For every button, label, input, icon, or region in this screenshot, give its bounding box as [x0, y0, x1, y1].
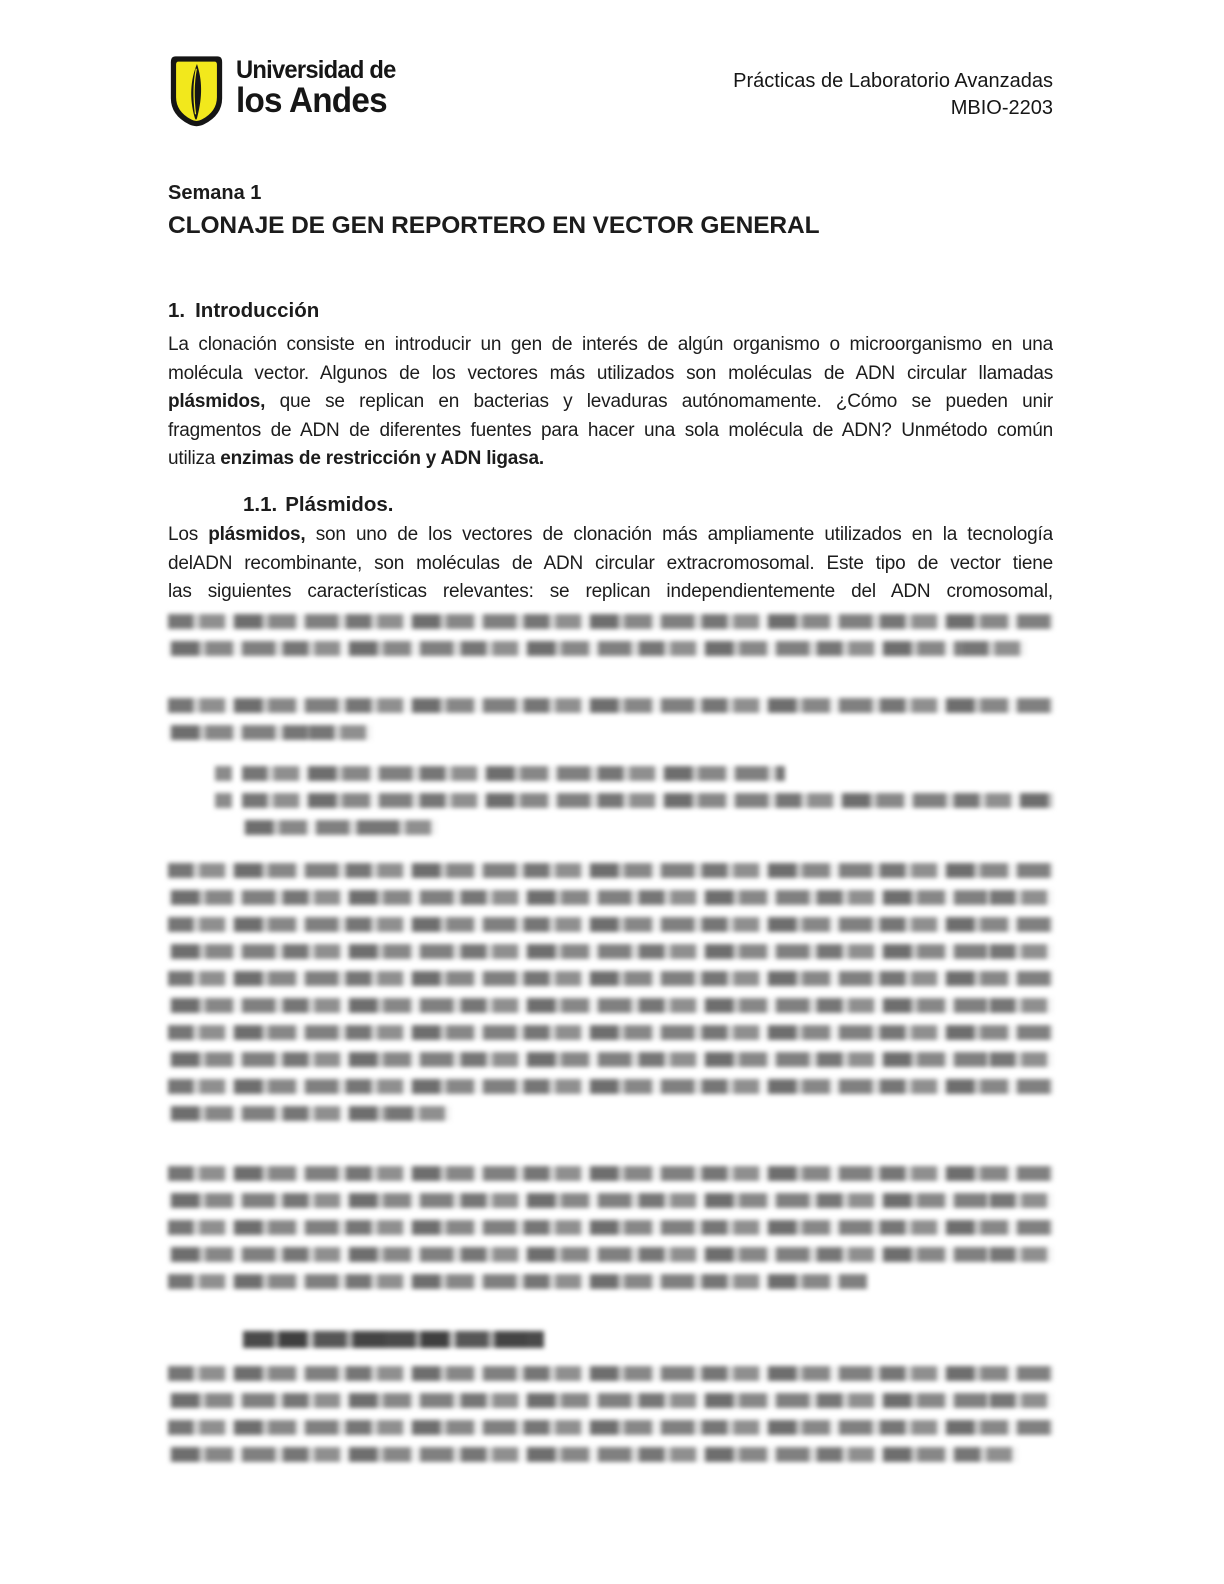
blurred-text-line [168, 863, 1053, 878]
university-logo [168, 55, 404, 129]
text-line: las siguientes características relevantes: se replican independientemente del ADN cromosomal, [168, 581, 1053, 603]
page-header [168, 55, 1053, 150]
section-label: Introducción [195, 299, 320, 322]
text-line: delADN recombinante, son moléculas de ADN circular extracromosomal. Este tipo de vector tiene [168, 552, 1053, 574]
text-line: plásmidos, que se replican en bacterias y levaduras autónomamente. ¿Cómo se pueden unir [168, 391, 1053, 413]
text-line: molécula vector. Algunos de los vectores más utilizados son moléculas de ADN circular llamadas [168, 362, 1053, 384]
blurred-para [168, 1166, 1053, 1301]
blurred-text-line [168, 1274, 867, 1289]
section-heading-plasmidos [243, 491, 1053, 519]
logo-wordmark [236, 56, 404, 119]
blurred-text-line [243, 1331, 544, 1348]
blurred-para [168, 1366, 1053, 1474]
blurred-text-line [168, 1366, 1053, 1381]
blurred-text-line [168, 725, 372, 740]
blurred-text-line [242, 793, 1053, 808]
blurred-content [168, 614, 1053, 1474]
plasmidos-paragraph [168, 521, 1053, 607]
blurred-text-line [168, 1220, 1053, 1235]
blurred-text-line [168, 698, 1053, 713]
blurred-text-line [168, 1166, 1053, 1181]
blurred-list [168, 766, 1053, 847]
logo-line-1: Universidad de [236, 56, 396, 84]
blurred-para [168, 863, 1053, 1133]
blurred-text-line [168, 1420, 1053, 1435]
blurred-text-line [168, 1079, 1053, 1094]
text-line: La clonación consiste en introducir un gen de interés de algún organismo o microorganismo en una [168, 334, 1053, 355]
blurred-para [168, 614, 1053, 668]
blurred-text-line [168, 1247, 1053, 1262]
blurred-text-line [168, 1193, 1053, 1208]
blurred-text-line [168, 1052, 1053, 1067]
course-name: Prácticas de Laboratorio Avanzadas [733, 70, 1053, 92]
logo-line-2: los Andes [236, 81, 387, 120]
section-heading-introduccion [168, 297, 1053, 325]
intro-paragraph [168, 331, 1053, 474]
blurred-text-line [168, 1025, 1053, 1040]
course-code: MBIO-2203 [950, 97, 1053, 119]
blurred-heading [168, 1331, 1053, 1360]
uniandes-shield-icon [168, 55, 225, 129]
blurred-list-number [215, 766, 232, 781]
section-number: 1.1. [243, 492, 278, 516]
blurred-text-line [168, 1393, 1053, 1408]
text-line: fragmentos de ADN de diferentes fuentes para hacer una sola molécula de ADN? Unmétodo común [168, 419, 1053, 441]
text-line: Los plásmidos, son uno de los vectores de clonación más ampliamente utilizados en la tecnología [168, 523, 1053, 545]
blurred-text-line [168, 1106, 451, 1121]
blurred-text-line [168, 944, 1053, 959]
course-header [733, 55, 1053, 122]
section-label: Plásmidos. [285, 492, 394, 516]
blurred-text-line [168, 641, 1026, 656]
blurred-text-line [242, 820, 437, 835]
blurred-text-line [168, 998, 1053, 1013]
blurred-text-line [168, 890, 1053, 905]
blurred-list-number [215, 793, 232, 808]
document-title: CLONAJE DE GEN REPORTERO EN VECTOR GENERAL [168, 212, 820, 239]
blurred-text-line [168, 917, 1053, 932]
week-label: Semana 1 [168, 182, 262, 204]
blurred-text-line [168, 1447, 1018, 1462]
blurred-list-item [215, 766, 1053, 793]
blurred-text-line [168, 971, 1053, 986]
text-line: utiliza enzimas de restricción y ADN ligasa. [168, 448, 544, 470]
blurred-text-line [168, 614, 1053, 629]
blurred-para [168, 698, 1053, 752]
blurred-list-item [215, 793, 1053, 847]
blurred-text-line [242, 766, 785, 781]
section-number: 1. [168, 299, 186, 322]
